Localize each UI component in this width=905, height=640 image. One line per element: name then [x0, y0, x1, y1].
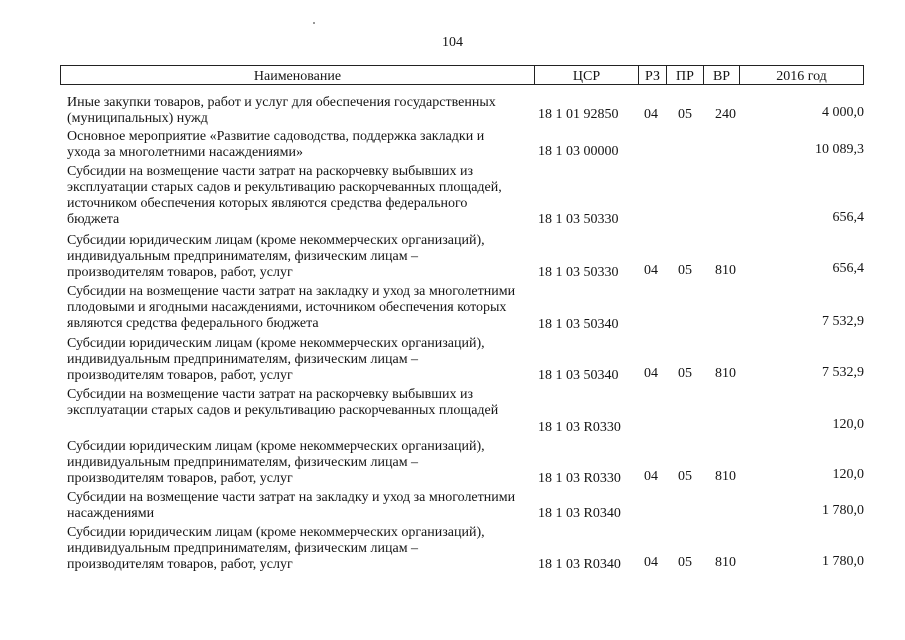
page-number: 104	[442, 35, 463, 50]
row-pr: 05	[678, 366, 692, 381]
row-name: Субсидии на возмещение части затрат на раскорчевку выбывших из эксплуатации старых садов и рекультивацию раскорчеванных площадей, источником обеспечения которых являются средства федерального бюджета	[67, 164, 502, 227]
row-csr: 18 1 03 50330	[538, 212, 619, 227]
row-csr: 18 1 03 R0330	[538, 420, 621, 435]
row-name: Иные закупки товаров, работ и услуг для обеспечения государственных (муниципальных) нужд	[67, 95, 496, 126]
row-amount: 1 780,0	[822, 554, 864, 569]
scan-speck	[313, 22, 315, 24]
row-rz: 04	[644, 263, 658, 278]
row-pr: 05	[678, 469, 692, 484]
row-pr: 05	[678, 263, 692, 278]
row-csr: 18 1 03 50340	[538, 317, 619, 332]
row-csr: 18 1 03 50340	[538, 368, 619, 383]
row-vr: 810	[715, 263, 736, 278]
row-csr: 18 1 03 50330	[538, 265, 619, 280]
row-amount: 7 532,9	[822, 314, 864, 329]
row-name: Субсидии на возмещение части затрат на закладку и уход за многолетними насаждениями	[67, 490, 516, 521]
column-header-csr: ЦСР	[534, 66, 638, 84]
row-vr: 810	[715, 469, 736, 484]
row-rz: 04	[644, 555, 658, 570]
row-vr: 810	[715, 555, 736, 570]
row-rz: 04	[644, 469, 658, 484]
row-name: Субсидии юридическим лицам (кроме некоммерческих организаций), индивидуальным предпринимателям, физическим лицам – производителям товаров, работ, услуг	[67, 233, 485, 280]
row-name: Основное мероприятие «Развитие садоводства, поддержка закладки и ухода за многолетними насаждениями»	[67, 129, 485, 160]
row-name: Субсидии юридическим лицам (кроме некоммерческих организаций), индивидуальным предпринимателям, физическим лицам – производителям товаров, работ, услуг	[67, 336, 485, 383]
row-amount: 656,4	[832, 261, 864, 276]
row-amount: 656,4	[832, 210, 864, 225]
row-csr: 18 1 03 R0330	[538, 471, 621, 486]
row-name: Субсидии на возмещение части затрат на раскорчевку выбывших из эксплуатации старых садов и рекультивацию раскорчеванных площадей	[67, 387, 499, 418]
row-csr: 18 1 03 R0340	[538, 506, 621, 521]
row-amount: 10 089,3	[815, 142, 864, 157]
row-amount: 1 780,0	[822, 503, 864, 518]
row-csr: 18 1 03 00000	[538, 144, 619, 159]
row-amount: 7 532,9	[822, 365, 864, 380]
row-name: Субсидии юридическим лицам (кроме некоммерческих организаций), индивидуальным предпринимателям, физическим лицам – производителям товаров, работ, услуг	[67, 439, 485, 486]
row-name: Субсидии на возмещение части затрат на закладку и уход за многолетними плодовыми и ягодными насаждениями, источником обеспечения которых являются средства федерального бюджета	[67, 284, 516, 331]
row-name: Субсидии юридическим лицам (кроме некоммерческих организаций), индивидуальным предпринимателям, физическим лицам – производителям товаров, работ, услуг	[67, 525, 485, 572]
row-pr: 05	[678, 555, 692, 570]
column-header-vr: ВР	[703, 66, 739, 84]
row-amount: 120,0	[832, 467, 864, 482]
row-csr: 18 1 03 R0340	[538, 557, 621, 572]
row-vr: 810	[715, 366, 736, 381]
row-pr: 05	[678, 107, 692, 122]
row-amount: 4 000,0	[822, 105, 864, 120]
column-header-year: 2016 год	[739, 66, 863, 84]
row-rz: 04	[644, 366, 658, 381]
row-csr: 18 1 01 92850	[538, 107, 619, 122]
row-vr: 240	[715, 107, 736, 122]
column-header-rz: РЗ	[638, 66, 666, 84]
column-header-name: Наименование	[253, 69, 342, 84]
column-header-pr: ПР	[666, 66, 703, 84]
row-amount: 120,0	[832, 417, 864, 432]
table-header	[60, 65, 864, 85]
row-rz: 04	[644, 107, 658, 122]
